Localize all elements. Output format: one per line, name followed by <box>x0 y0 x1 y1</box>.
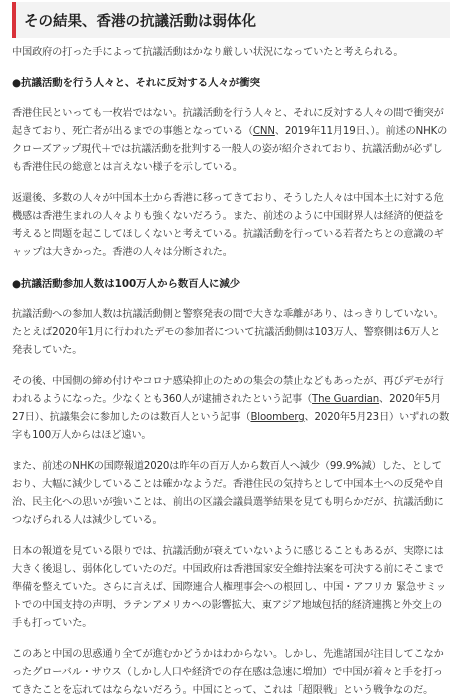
bullet-marker: ● <box>12 278 22 290</box>
subheading-participants-text: 抗議活動参加人数は100万人から数百人に減少 <box>21 278 241 290</box>
paragraph-crackdown <box>12 373 450 445</box>
paragraph-intro: 中国政府の打った手によって抗議活動はかなり厳しい状況になっていたと考えられる。 <box>12 47 404 58</box>
paragraph-text: 、2020年5月23日）いずれの数字も100万人からはほど遠い。 <box>12 412 450 441</box>
guardian-link[interactable]: The Guardian <box>312 394 380 405</box>
paragraph-participant-count: 抗議活動への参加人数は抗議活動側と警察発表の間で大きな乖離があり、はっきりしていない。たとえば2020年1月に行われたデモの参加者について抗議活動側は103万人、警察側は6万人と発表していた。 <box>12 309 444 356</box>
paragraph-text: 、2020年5月27日）、抗議集会に参加したのは数百人という記事（ <box>12 394 441 423</box>
paragraph-residents-divided <box>12 105 450 177</box>
paragraph-conclusion: このあと中国の思惑通り全てが進むかどうかはわからない。しかし、先進諸国が注目してこなかったグローバル・サウス（しかし人口や経済での存在感は急速に増加）で中国が着々と手を打ってきたことを忘れてはならないだろう。中国にとって、これは「超限戦」という戦争なのだ。 <box>12 649 444 696</box>
paragraph-text: 香港住民といっても一枚岩ではない。抗議活動を行う人々と、それに反対する人々の間で衝突が起きており、死亡者が出るまでの事態となっている（ <box>12 108 444 137</box>
bullet-marker: ● <box>12 77 22 89</box>
paragraph-text: 、2019年11月19日、）。前述のNHKのクローズアップ現代＋では抗議活動を批判する一般人の姿が紹介されており、抗議活動が必ずしも香港住民の総意とは言えない様子を示している。 <box>12 126 448 173</box>
subheading-clash <box>12 74 450 92</box>
section-heading: その結果、香港の抗議活動は弱体化 <box>12 2 450 38</box>
subheading-participants <box>12 275 450 293</box>
paragraph-text: その後、中国側の締め付けやコロナ感染抑止のための集会の禁止などもあったが、再びデモが行われるようになった。少なくとも360人が逮捕されたという記事（ <box>12 376 444 405</box>
bloomberg-link[interactable]: Bloomberg <box>250 412 305 423</box>
paragraph-nhk-report: また、前述のNHKの国際報道2020は昨年の百万人から数百人へ減少（99.9%減）した、としており、大幅に減少していることは確かなようだ。香港住民の気持ちとして中国本土への反発や自治、民主化への思いが強いことは、前出の区議会議員選挙結果を見ても明らかだが、抗議活動につなげられる人は減少している。 <box>12 461 444 526</box>
subheading-clash-text: 抗議活動を行う人々と、それに反対する人々が衝突 <box>21 77 261 89</box>
cnn-link[interactable]: CNN <box>252 126 275 137</box>
paragraph-migration: 返還後、多数の人々が中国本土から香港に移ってきており、そうした人々は中国本土に対する危機感は香港生まれの人々よりも強くないだろう。また、前述のように中国財界人は経済的便益を考えると問題を起こしてほしくないと考えている。抗議活動を行っている若者たちとの意識のギャップは大きかった。香港の人々は分断された。 <box>12 193 444 258</box>
paragraph-weakened: 日本の報道を見ている限りでは、抗議活動が衰えていないように感じることもあるが、実際には大きく後退し、弱体化していたのだ。中国政府は香港国家安全維持法案を可決する前にそこまで準備を整えていた。さらに言えば、国際連合人権理事会への根回し、中国・アフリカ 緊急サミットでの中国支持の声明、ラテンアメリカへの影響拡大、東アジア地域包括的経済連携と外交上の手も打っていた。 <box>12 546 446 629</box>
